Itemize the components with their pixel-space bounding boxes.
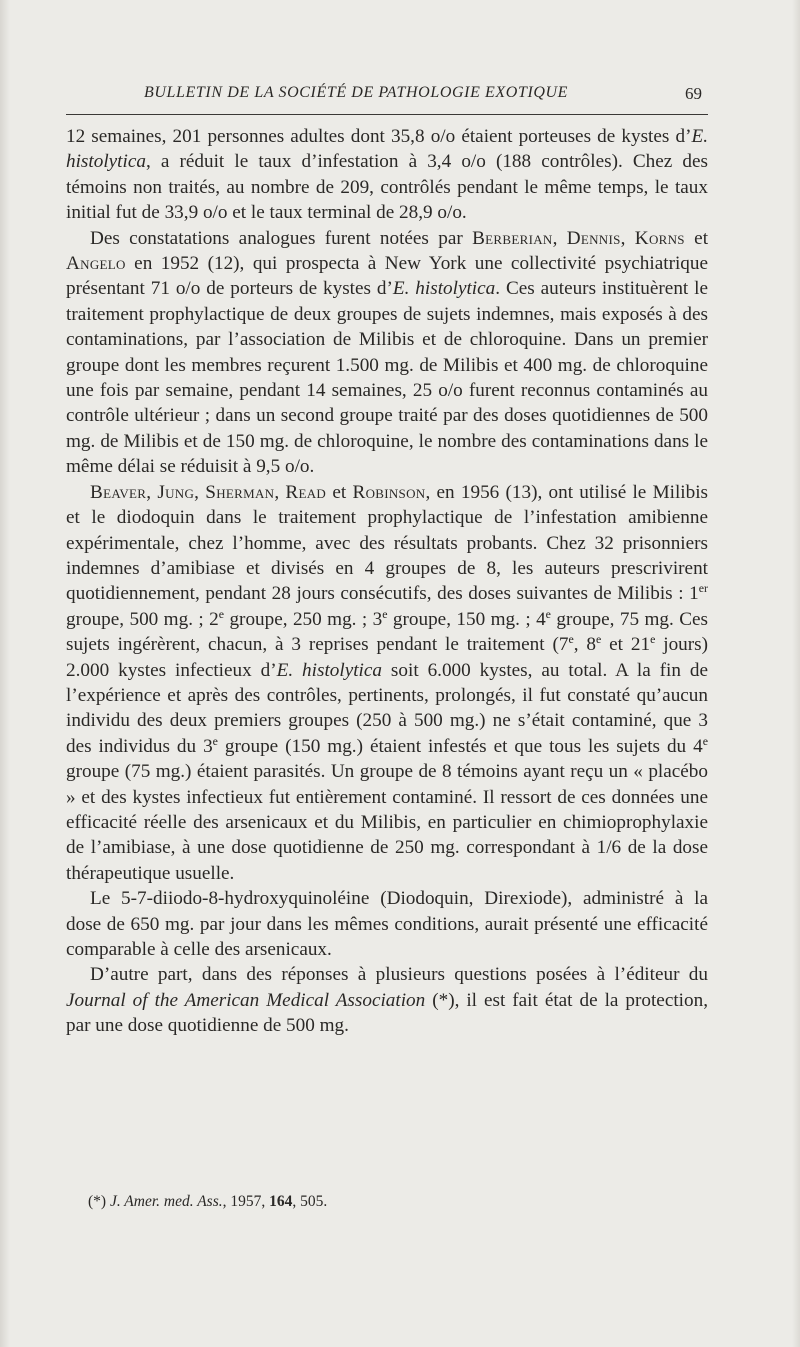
author-name: Dennis: [566, 227, 621, 249]
page-number: 69: [685, 84, 702, 103]
paragraph-1: 12 semaines, 201 personnes adultes dont 35,8 o/o étaient porteuses de kystes d’E. histolytica, a réduit le taux d’infestation à 3,4 o/o (188 contrôles). Chez des témoins non traités, au nombre de 209, contrôlés pendant le même temps, le taux initial fut de 33,9 o/o et le taux terminal de 28,9 o/o.: [66, 126, 708, 224]
scan-edge-left: [0, 0, 10, 1347]
scan-edge-right: [792, 0, 800, 1347]
header-rule: [66, 114, 708, 115]
journal-title: BULLETIN DE LA SOCIÉTÉ DE PATHOLOGIE EXOTIQUE: [144, 84, 569, 101]
running-header: [66, 84, 708, 108]
author-name: Berberian: [472, 227, 553, 249]
author-name: Korns: [634, 227, 685, 249]
journal-citation: Journal of the American Medical Association: [66, 989, 426, 1011]
paragraph-2: Des constatations analogues furent notées par Berberian, Dennis, Korns et Angelo en 1952 (12), qui prospecta à New York une collectivité psychiatrique présentant 71 o/o de porteurs de kystes d’E. histolytica. Ces auteurs instituèrent le traitement prophylactique de deux groupes de sujets indemnes, mais exposés à des contaminations, par l’association de Milibis et de chloroquine. Dans un premier groupe dont les membres reçurent 1.500 mg. de Milibis et 400 mg. de chloroquine une fois par semaine, pendant 14 semaines, 25 o/o furent reconnus contaminés au contrôle ultérieur ; dans un second groupe traité par des doses quotidiennes de 500 mg. de Milibis et de 150 mg. de chloroquine, le nombre des contaminations dans le même délai se réduisit à 9,5 o/o.: [66, 227, 709, 478]
paragraph-4: Le 5-7-diiodo-8-hydroxyquinoléine (Diodoquin, Direxiode), administré à la dose de 650 mg. par jour dans les mêmes conditions, aurait présenté une efficacité comparable à celle des arsenicaux.: [66, 888, 708, 960]
footnote: (*) J. Amer. med. Ass., 1957, 164, 505.: [88, 1193, 328, 1210]
paragraph-3: Beaver, Jung, Sherman, Read et Robinson, en 1956 (13), ont utilisé le Milibis et le diodoquin dans le traitement prophylactique de l’infestation amibienne expérimentale, chez l’homme, avec des résultats probants. Chez 32 prisonniers indemnes d’amibiase et divisés en 4 groupes de 8, les auteurs prescrivirent quotidiennement, pendant 28 jours consécutifs, des doses suivantes de Milibis : 1er groupe, 500 mg. ; 2e groupe, 250 mg. ; 3e groupe, 150 mg. ; 4e groupe, 75 mg. Ces sujets ingérèrent, chacun, à 3 reprises pendant le traitement (7e, 8e et 21e jours) 2.000 kystes infectieux d’E. histolytica soit 6.000 kystes, au total. A la fin de l’expérience et après des contrôles, pertinents, prolongés, il fut constaté qu’aucun individu des deux premiers groupes (250 à 500 mg.) ne s’était contaminé, que 3 des individus du 3e groupe (150 mg.) étaient infestés et que tous les sujets du 4e groupe (75 mg.) étaient parasités. Un groupe de 8 témoins ayant reçu un « placébo » et des kystes infectieux fut entièrement contaminé. Il ressort de ces données une efficacité réelle des arsenicaux et du Milibis, en particulier en chimioprophylaxie de l’amibiase, à une dose quotidienne de 250 mg. correspondant à 1/6 de la dose thérapeutique usuelle.: [66, 481, 709, 884]
author-name: Angelo: [66, 253, 126, 275]
footnote-journal: J. Amer. med. Ass.: [109, 1193, 223, 1210]
author-name: Beaver: [90, 481, 147, 503]
paragraph-5: D’autre part, dans des réponses à plusieurs questions posées à l’éditeur du Journal of the American Medical Association (*), il est fait état de la protection, par une dose quotidienne de 500 mg.: [66, 964, 708, 1037]
footnote-volume: 164: [269, 1193, 293, 1210]
species-name: E. histolytica: [392, 278, 496, 300]
article-body: [66, 124, 708, 1039]
author-name: Sherman: [205, 481, 275, 503]
species-name: E. histolytica: [66, 126, 708, 173]
author-name: Jung: [157, 481, 195, 503]
species-name: E. histolytica: [276, 659, 382, 681]
footnote-marker: (*): [88, 1193, 107, 1210]
author-name: Read: [285, 481, 327, 503]
author-name: Robinson: [352, 481, 426, 503]
